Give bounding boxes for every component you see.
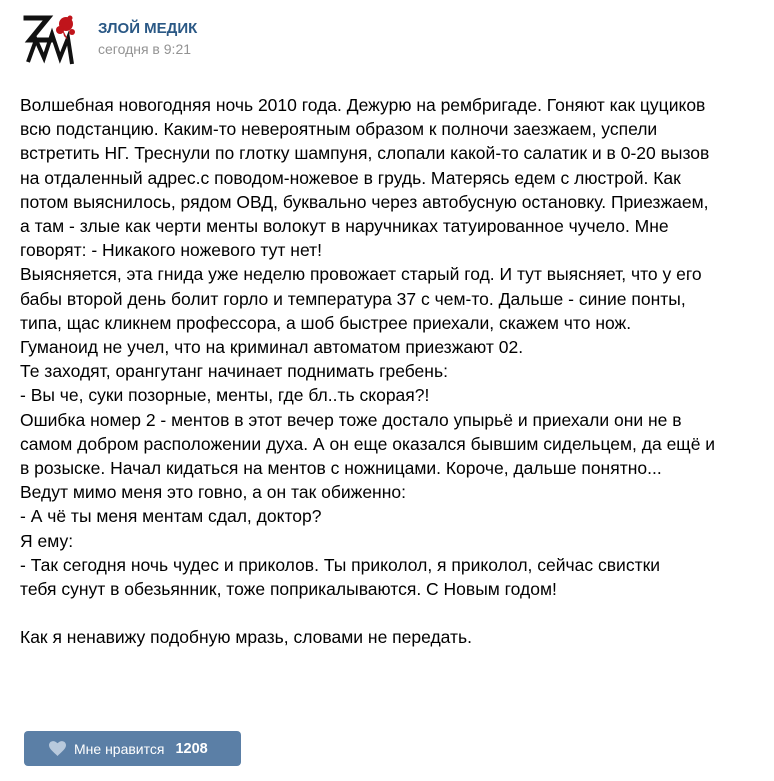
post-text-line: Гуманоид не учел, что на криминал автоматом приезжают 02. — [20, 337, 524, 358]
post-text-line: самом добром расположении духа. А он еще оказался бывшим сидельцем, да ещё и — [20, 433, 716, 454]
like-button[interactable] — [24, 731, 241, 766]
post-text-line: Как я ненавижу подобную мразь, словами не передать. — [20, 627, 473, 648]
post-text — [20, 93, 760, 650]
post-text-line: в розыске. Начал кидаться на ментов с ножницами. Короче, дальше понятно... — [20, 458, 662, 479]
author-block — [98, 20, 197, 58]
post-text-line: бабы второй день болит горло и температура 37 с чем-то. Дальше - синие понты, — [20, 288, 686, 309]
zm-logo-icon — [22, 10, 78, 66]
post-header — [22, 10, 197, 70]
post-text-line: встретить НГ. Треснули по глотку шампуня, слопали какой-то салатик и в 0-20 вызов — [20, 143, 710, 164]
post-text-line: - Так сегодня ночь чудес и приколов. Ты приколол, я приколол, сейчас свистки — [20, 554, 661, 575]
post-text-line: говорят: - Никакого ножевого тут нет! — [20, 240, 322, 261]
post-time[interactable]: сегодня в 9:21 — [98, 41, 192, 57]
post-text-line: Выясняется, эта гнида уже неделю провожает старый год. И тут выясняет, что у его — [20, 264, 702, 285]
heart-icon — [49, 741, 66, 756]
post-text-line: тебя сунут в обезьянник, тоже поприкалываются. С Новым годом! — [20, 579, 557, 600]
post-text-blank-line — [20, 601, 760, 625]
author-avatar[interactable] — [22, 10, 78, 66]
post-text-line: потом выяснилось, рядом ОВД, буквально через автобусную остановку. Приезжаем, — [20, 191, 709, 212]
post-text-line: Ошибка номер 2 - ментов в этот вечер тоже достало упырьё и приехали они не в — [20, 409, 682, 430]
post-text-line: - Вы че, суки позорные, менты, где бл..ть скорая?! — [20, 385, 430, 406]
post-text-line: на отдаленный адрес.с поводом-ножевое в грудь. Матерясь едем с люстрой. Как — [20, 167, 681, 188]
post-text-line: Волшебная новогодняя ночь 2010 года. Дежурю на рембригаде. Гоняют как цуциков — [20, 95, 706, 115]
post-text-line: Ведут мимо меня это говно, а он так обиженно: — [20, 482, 406, 503]
like-label: Мне нравится — [74, 740, 165, 757]
post-text-line: всю подстанцию. Каким-то невероятным образом к полночи заезжаем, успели — [20, 119, 658, 140]
post-text-line: а там - злые как черти менты волокут в наручниках татуированное чучело. Мне — [20, 216, 669, 237]
post-text-line: Те заходят, орангутанг начинает поднимать гребень: — [20, 361, 448, 382]
post-text-line: - А чё ты меня ментам сдал, доктор? — [20, 506, 322, 527]
author-name[interactable]: ЗЛОЙ МЕДИК — [98, 20, 198, 37]
post-text-line: Я ему: — [20, 530, 74, 551]
post-text-line: типа, щас кликнем профессора, а шоб быстрее приехали, скажем что нож. — [20, 312, 632, 333]
like-count: 1208 — [175, 740, 208, 757]
